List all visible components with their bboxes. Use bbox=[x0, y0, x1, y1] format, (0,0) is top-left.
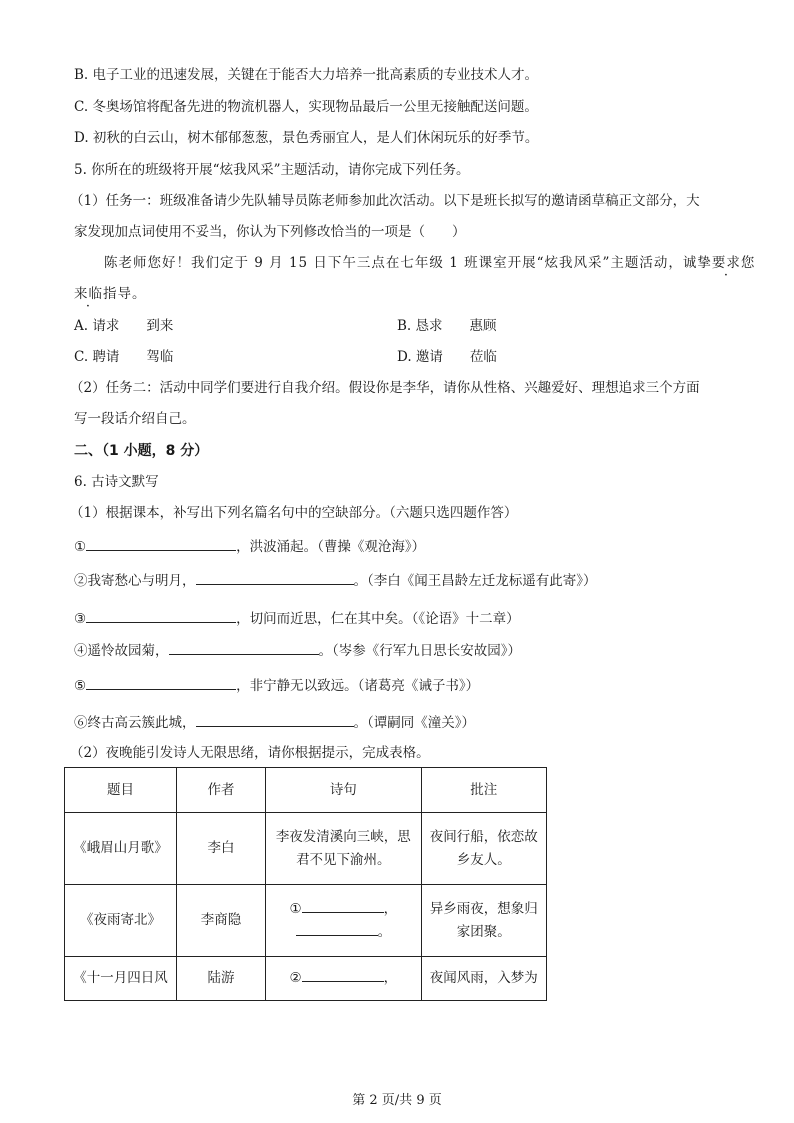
q4-option-b: B. 电子工业的迅速发展，关键在于能否大力培养一批高素质的专业技术人才。 bbox=[74, 67, 539, 83]
q4-option-c: C. 冬奥场馆将配备先进的物流机器人，实现物品最后一公里无接触配送问题。 bbox=[74, 99, 538, 115]
q5-option-b: B. 恳求 惠顾 bbox=[397, 318, 497, 334]
poem-lines: ① ， 。 bbox=[266, 885, 421, 957]
invitation-letter bbox=[104, 254, 755, 272]
dotted-word-2: 来临 bbox=[74, 286, 103, 302]
q5-task2-line1: （2）任务二：活动中同学们要进行自我介绍。假设你是李华，请你从性格、兴趣爱好、理想追求三个方面 bbox=[70, 380, 700, 396]
answer-blank[interactable] bbox=[302, 898, 384, 913]
letter-text-1: 陈老师您好！我们定于 9 月 15 日下午三点在七年级 1 班课室开展“炫我风采”主题活动，诚挚 bbox=[104, 255, 712, 271]
recite-item-1: ① ，洪波涌起。（曹操《观沧海》） bbox=[74, 536, 425, 556]
letter-text-3: 指导。 bbox=[103, 286, 147, 302]
table-header: 诗句 bbox=[266, 768, 421, 813]
section-2-title: 二、（1 小题，8 分） bbox=[74, 443, 209, 459]
table-header: 作者 bbox=[176, 768, 265, 813]
q6-part1: （1）根据课本，补写出下列名篇名句中的空缺部分。（六题只选四题作答） bbox=[70, 505, 518, 521]
q5-option-c: C. 聘请 驾临 bbox=[74, 349, 174, 365]
q5-stem: 5. 你所在的班级将开展“炫我风采”主题活动，请你完成下列任务。 bbox=[74, 162, 470, 178]
invitation-letter-line2 bbox=[74, 285, 147, 303]
table-header: 题目 bbox=[65, 768, 177, 813]
poem-note: 夜闻风雨，入梦为 bbox=[421, 957, 546, 1001]
page-footer: 第 2 页/共 9 页 bbox=[352, 1093, 442, 1108]
q5-option-d: D. 邀请 莅临 bbox=[397, 349, 497, 365]
table-row bbox=[65, 957, 547, 1001]
recite-item-4: ④遥怜故园菊， 。（岑参《行军九日思长安故园》） bbox=[74, 640, 521, 660]
recite-item-6: ⑥终古高云簇此城， 。（谭嗣同《潼关》） bbox=[74, 712, 475, 732]
answer-blank[interactable] bbox=[86, 536, 236, 551]
poem-note: 异乡雨夜，想象归 家团聚。 bbox=[421, 885, 546, 957]
answer-blank[interactable] bbox=[196, 570, 354, 585]
answer-blank[interactable] bbox=[86, 608, 236, 623]
answer-blank[interactable] bbox=[196, 712, 354, 727]
poem-lines: ② ， bbox=[266, 957, 421, 1001]
q5-task1-line1: （1）任务一：班级准备请少先队辅导员陈老师参加此次活动。以下是班长拟写的邀请函草稿正文部分，大 bbox=[70, 193, 700, 209]
recite-item-3: ③ ，切问而近思，仁在其中矣。（《论语》十二章） bbox=[74, 608, 520, 628]
table-header-row bbox=[65, 768, 547, 813]
answer-blank[interactable] bbox=[296, 921, 378, 936]
answer-blank[interactable] bbox=[302, 967, 384, 982]
dotted-word-1: 要求 bbox=[711, 255, 741, 271]
answer-blank[interactable] bbox=[86, 675, 236, 690]
poem-table bbox=[64, 767, 547, 1001]
q5-task2-line2: 写一段话介绍自己。 bbox=[74, 411, 196, 427]
poem-note: 夜间行船，依恋故 乡友人。 bbox=[421, 813, 546, 885]
letter-text-2: 您 bbox=[740, 255, 756, 271]
q4-option-d: D. 初秋的白云山，树木郁郁葱葱，景色秀丽宜人，是人们休闲玩乐的好季节。 bbox=[74, 130, 539, 146]
poem-lines: 李夜发清溪向三峡，思 君不见下渝州。 bbox=[266, 813, 421, 885]
q5-option-a: A. 请求 到来 bbox=[74, 318, 174, 334]
table-row bbox=[65, 885, 547, 957]
poem-author: 陆游 bbox=[176, 957, 265, 1001]
table-row bbox=[65, 813, 547, 885]
q6-part2: （2）夜晚能引发诗人无限思绪，请你根据提示，完成表格。 bbox=[70, 745, 430, 761]
poem-title: 《夜雨寄北》 bbox=[65, 885, 177, 957]
table-header: 批注 bbox=[421, 768, 546, 813]
recite-item-5: ⑤ ，非宁静无以致远。（诸葛亮《诫子书》） bbox=[74, 675, 479, 695]
q6-stem: 6. 古诗文默写 bbox=[74, 474, 159, 490]
recite-item-2: ②我寄愁心与明月， 。（李白《闻王昌龄左迁龙标遥有此寄》） bbox=[74, 570, 597, 590]
poem-author: 李商隐 bbox=[176, 885, 265, 957]
poem-author: 李白 bbox=[176, 813, 265, 885]
q5-task1-line2: 家发现加点词使用不妥当，你认为下列修改恰当的一项是（ ） bbox=[74, 224, 466, 240]
poem-title: 《十一月四日风 bbox=[65, 957, 177, 1001]
poem-title: 《峨眉山月歌》 bbox=[65, 813, 177, 885]
answer-blank[interactable] bbox=[169, 640, 319, 655]
